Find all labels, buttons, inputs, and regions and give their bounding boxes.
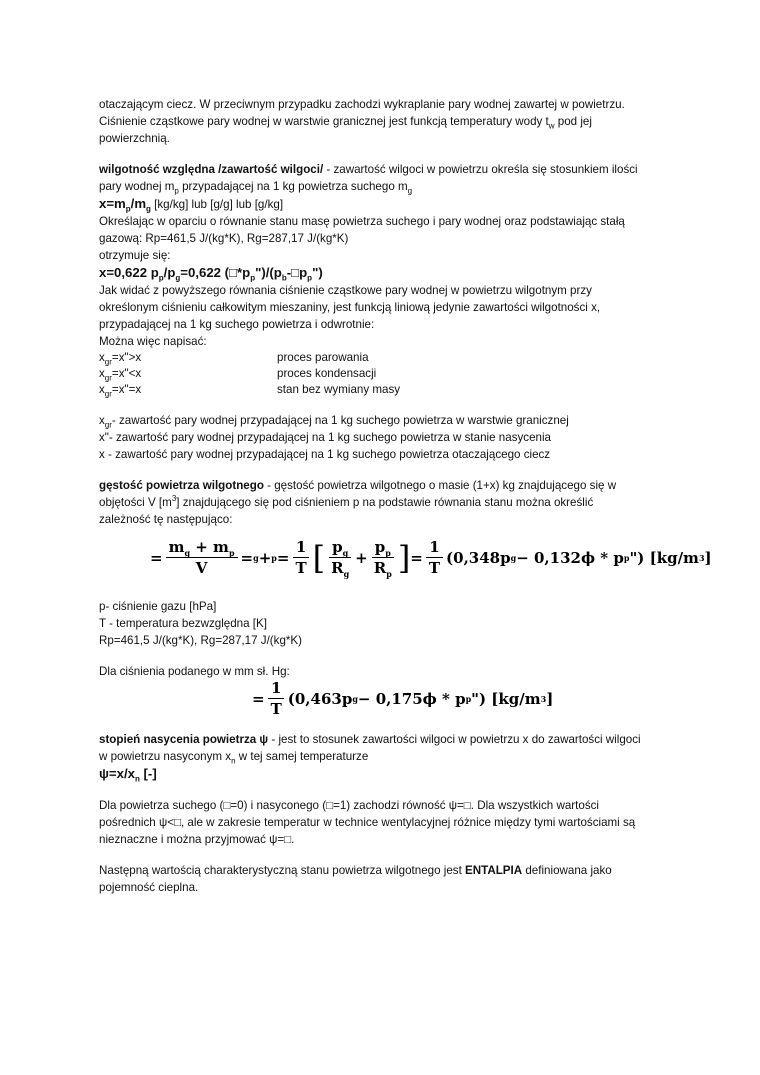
dry-line-1: Dla powietrza suchego (□=0) i nasyconego (□=1) zachodzi równość ψ=□. Dla wszystkich wartości — [99, 799, 599, 812]
process-row: $x_{gr}=x"=x$ stan bez wymiany masy — [99, 383, 401, 399]
humidity-line-10: przypadającej na 1 kg suchego powietrza i odwrotnie: — [99, 318, 375, 331]
density-line-3: zależność tę następująco: — [99, 513, 233, 526]
legend-block — [99, 598, 699, 680]
definition-1: $x_{gr}-$ zawartość pary wodnej przypadającej na 1 kg suchego powietrza w warstwie granicznej — [99, 414, 569, 430]
saturation-heading: stopień nasycenia powietrza ψ — [99, 733, 269, 746]
enthalpy-keyword: ENTALPIA — [465, 864, 523, 877]
process-row: $x_{gr}=x">x$ proces parowania — [99, 351, 369, 367]
humidity-line-4: Określając w oparciu o równanie stanu masę powietrza suchego i pary wodnej oraz podstawiając stałą — [99, 215, 625, 228]
humidity-line-9: określonym ciśnieniu całkowitym mieszaniny, jest funkcją liniową jedynie zawartości wilgotności x, — [99, 301, 601, 314]
saturation-line-2: w powietrzu nasyconym $x_n$ w tej samej temperaturze — [99, 750, 369, 766]
humidity-line-6: otrzymuje się: — [99, 249, 171, 262]
legend-line-2: T - temperatura bezwzględna [K] — [99, 617, 267, 630]
humidity-formula: $x=m_p/m_g$ [kg/kg] lub [g/g] lub [g/kg] — [99, 196, 284, 214]
density-equation-mmhg: = $\frac{1}{T}$ (0,463p g − 0,175ϕ * p p ") [kg/m 3 ] — [252, 679, 554, 718]
intro-line-2: Ciśnienie cząstkowe pary wodnej w warstwie granicznej jest funkcją temperatury wody $t_w$ pod jej — [99, 115, 592, 131]
saturation-heading-line: stopień nasycenia powietrza ψ - jest to stosunek zawartości wilgoci w powietrzu x do zawartości wilgoci — [99, 733, 641, 746]
saturation-formula: $\psi=x/x_n$ [-] — [99, 766, 157, 784]
density-line-2: objętości V $[m^3]$ znajdującego się pod ciśnieniem p na podstawie równania stanu można określić — [99, 494, 594, 509]
enthalpy-line-1: Następną wartością charakterystyczną stanu powietrza wilgotnego jest ENTALPIA definiowana jako — [99, 864, 612, 877]
document-page — [99, 96, 699, 528]
legend-line-3: Rp=461,5 J/(kg*K), Rg=287,17 J/(kg*K) — [99, 634, 302, 647]
intro-line-1: otaczającym ciecz. W przeciwnym przypadku zachodzi wykraplanie pary wodnej zawartej w powietrzu. — [99, 98, 625, 111]
density-heading-line: gęstość powietrza wilgotnego - gęstość powietrza wilgotnego o masie (1+x) kg znajdującego się w — [99, 479, 617, 492]
density-heading: gęstość powietrza wilgotnego — [99, 479, 264, 492]
lower-block — [99, 731, 699, 896]
humidity-heading: wilgotność względna /zawartość wilgoci/ — [99, 163, 324, 176]
mmhg-line: Dla ciśnienia podanego w mm sł. Hg: — [99, 665, 290, 678]
legend-line-1: p- ciśnienie gazu [hPa] — [99, 600, 217, 613]
humidity-line-2: pary wodnej $m_p$ przypadającej na 1 kg powietrza suchego $m_g$ — [99, 180, 413, 196]
humidity-heading-line: wilgotność względna /zawartość wilgoci/ - zawartość wilgoci w powietrzu określa się stosunkiem ilości — [99, 163, 638, 176]
humidity-line-11: Można więc napisać: — [99, 335, 207, 348]
density-equation: = $\frac{m_g + m_p}{V}$ = g + p = $\frac{1}{T}$ [ $\frac{p_g}{R_g}$ + $\frac{p_p}{R_p}$ ] = $\frac{1}{T}$ (0,348p g − 0,132ϕ * p p ") [kg/m 3 ] — [150, 538, 712, 579]
dry-line-3: nieznaczne i można przyjmować ψ=□. — [99, 833, 295, 846]
humidity-formula-2: x=0,622 $p_p/p_g=0,622$ $(□*p_p")/(p_b-□p_p")$ — [99, 265, 323, 283]
intro-line-3: powierzchnią. — [99, 132, 170, 145]
definition-3: x - zawartość pary wodnej przypadającej na 1 kg suchego powietrza otaczającego ciecz — [99, 448, 551, 461]
dry-line-2: pośrednich ψ<□, ale w zakresie temperatur w technice wentylacyjnej różnice między tymi wartościami są — [99, 816, 636, 829]
humidity-line-8: Jak widać z powyższego równania ciśnienie cząstkowe pary wodnej w powietrzu wilgotnym przy — [99, 284, 592, 297]
definition-2: x"- zawartość pary wodnej przypadającej na 1 kg suchego powietrza w stanie nasycenia — [99, 431, 552, 444]
enthalpy-line-2: pojemność cieplna. — [99, 881, 199, 894]
process-row: $x_{gr}=x"<x$ proces kondensacji — [99, 367, 377, 383]
humidity-line-5: gazową: Rp=461,5 J/(kg*K), Rg=287,17 J/(kg*K) — [99, 232, 349, 245]
